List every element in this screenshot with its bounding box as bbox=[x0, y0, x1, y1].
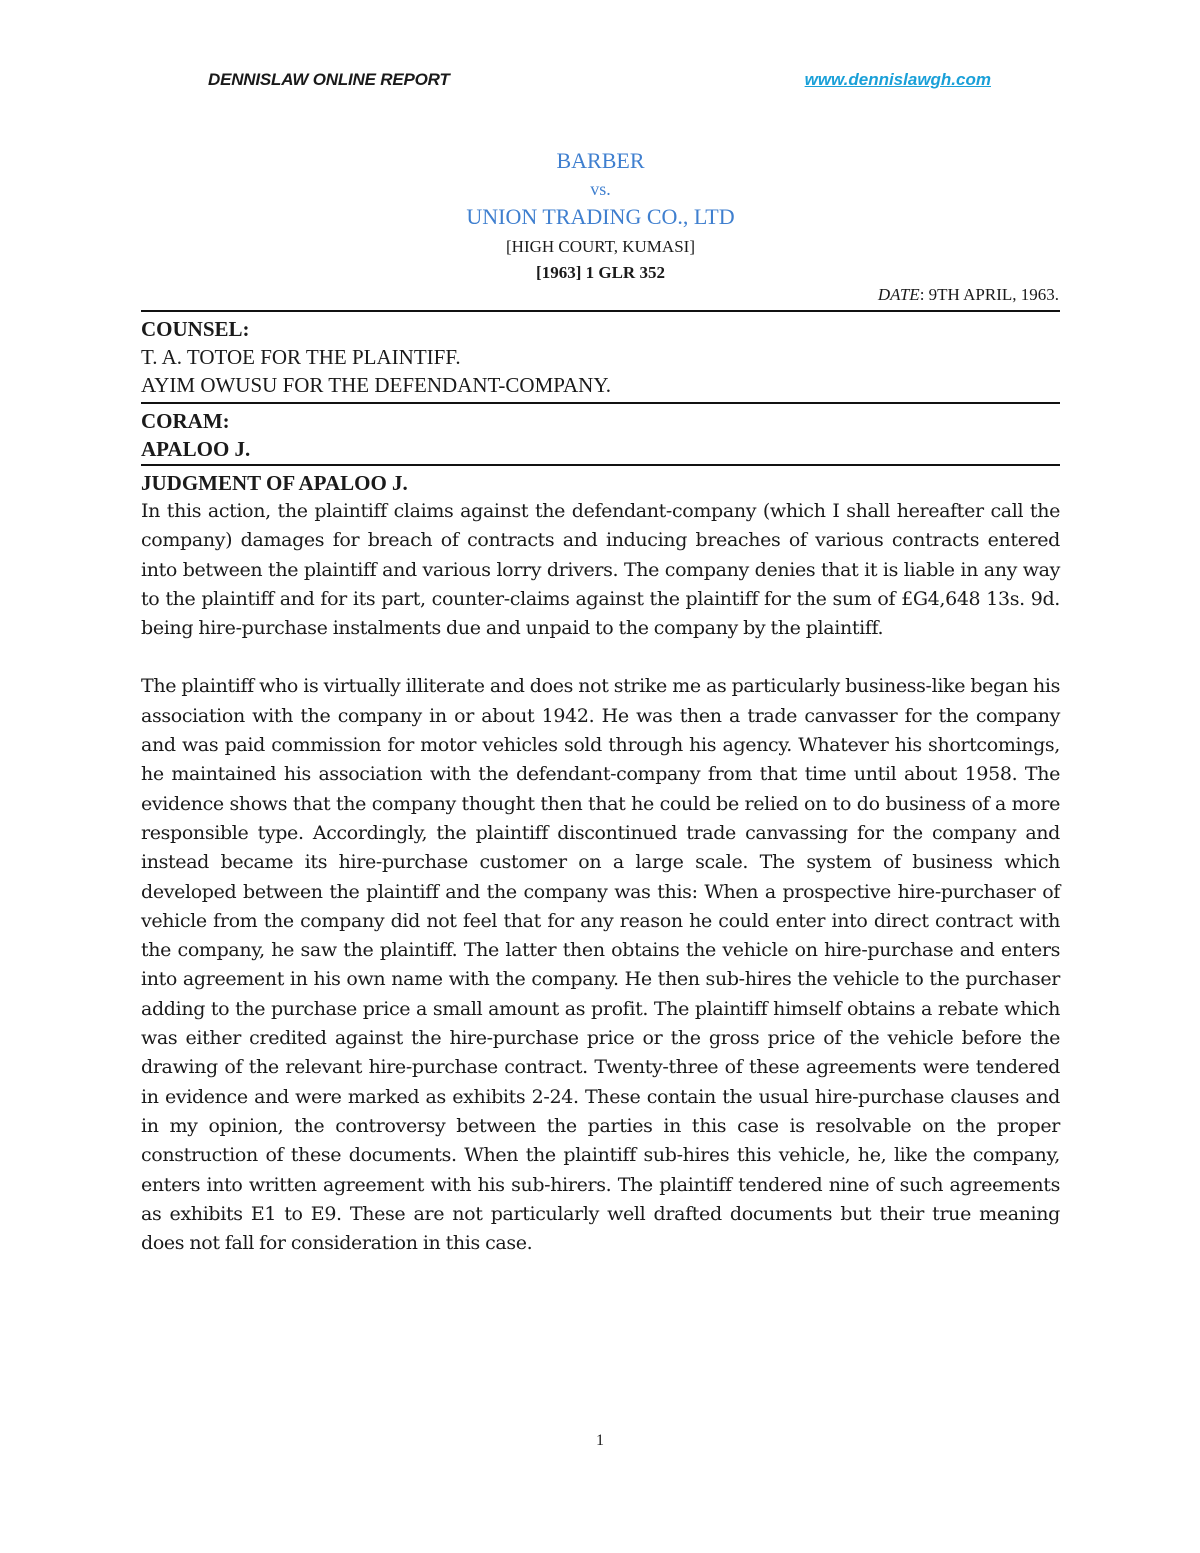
counsel-section bbox=[141, 310, 1060, 399]
versus-label: vs. bbox=[590, 179, 611, 199]
counsel-heading: COUNSEL: bbox=[141, 317, 250, 341]
coram-judge: APALOO J. bbox=[141, 437, 251, 461]
page-header bbox=[208, 70, 991, 100]
plaintiff-name: BARBER bbox=[556, 148, 645, 173]
website-link[interactable]: www.dennislawgh.com bbox=[804, 70, 991, 89]
coram-section bbox=[141, 402, 1060, 463]
court-name: [HIGH COURT, KUMASI] bbox=[506, 237, 695, 256]
date-value: : 9TH APRIL, 1963. bbox=[919, 285, 1059, 304]
defendant-name: UNION TRADING CO., LTD bbox=[466, 204, 735, 229]
judgment-heading: JUDGMENT OF APALOO J. bbox=[141, 471, 408, 495]
coram-heading: CORAM: bbox=[141, 409, 230, 433]
judgment-date bbox=[878, 285, 1059, 305]
judgment-paragraph: The plaintiff who is virtually illiterate and does not strike me as particularly business-like began his association with the company in or about 1942. He was then a trade canvasser for the company and was paid commission for motor vehicles sold through his agency. Whatever his shortcomings, he maintained his association with the defendant-company from that time until about 1958. The evidence shows that the company thought then that he could be relied on to do business of a more responsible type. Accordingly, the plaintiff discontinued trade canvassing for the company and instead became its hire-purchase customer on a large scale. The system of business which developed between the plaintiff and the company was this: When a prospective hire-purchaser of vehicle from the company did not feel that for any reason he could enter into direct contract with the company, he saw the plaintiff. The latter then obtains the vehicle on hire-purchase and enters into agreement in his own name with the company. He then sub-hires the vehicle to the purchaser adding to the purchase price a small amount as profit. The plaintiff himself obtains a rebate which was either credited against the hire-purchase price or the gross price of the vehicle before the drawing of the relevant hire-purchase contract. Twenty-three of these agreements were tendered in evidence and were marked as exhibits 2-24. These contain the usual hire-purchase clauses and in my opinion, the controversy between the parties in this case is resolvable on the proper construction of these documents. When the plaintiff sub-hires this vehicle, he, like the company, enters into written agreement with his sub-hirers. The plaintiff tendered nine of such agreements as exhibits E1 to E9. These are not particularly well drafted documents but their true meaning does not fall for consideration in this case. bbox=[141, 675, 1060, 1255]
judgment-paragraph: In this action, the plaintiff claims against the defendant-company (which I shall hereafter call the company) damages for breach of contracts and inducing breaches of various contracts entered into between the plaintiff and various lorry drivers. The company denies that it is liable in any way to the plaintiff and for its part, counter-claims against the plaintiff for the sum of £G4,648 13s. 9d. being hire-purchase instalments due and unpaid to the company by the plaintiff. bbox=[141, 500, 1060, 640]
page-number: 1 bbox=[596, 1432, 604, 1449]
judgment-section bbox=[141, 464, 1060, 1258]
counsel-line: T. A. TOTOE FOR THE PLAINTIFF. bbox=[141, 345, 461, 369]
date-label: DATE bbox=[877, 285, 920, 304]
case-title-block bbox=[141, 146, 1060, 286]
case-citation: [1963] 1 GLR 352 bbox=[536, 263, 665, 282]
publisher-name: DENNISLAW ONLINE REPORT bbox=[208, 70, 450, 89]
counsel-line: AYIM OWUSU FOR THE DEFENDANT-COMPANY. bbox=[141, 373, 612, 397]
